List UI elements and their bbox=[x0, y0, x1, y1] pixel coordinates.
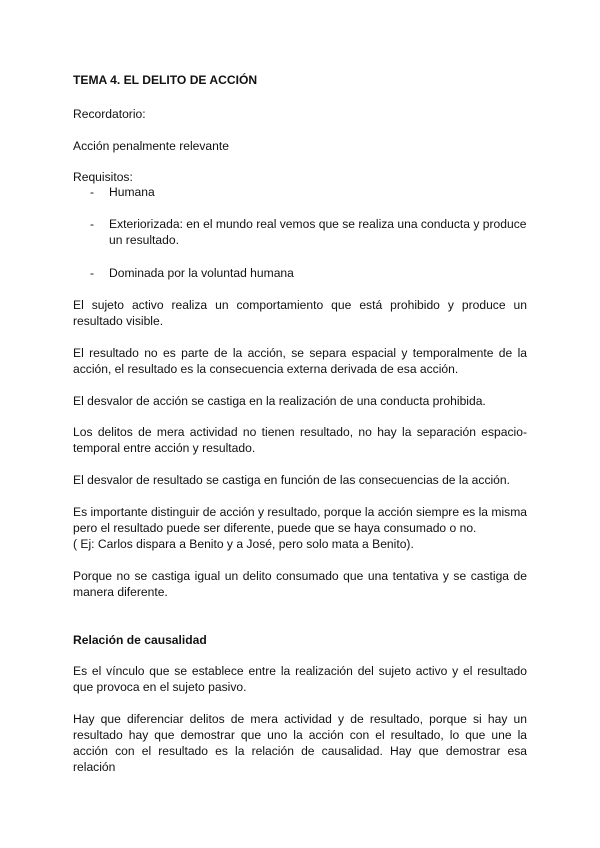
document-title: TEMA 4. EL DELITO DE ACCIÓN bbox=[73, 73, 258, 87]
paragraph: El resultado no es parte de la acción, se separa espacial y temporalmente de la acción, el resultado es la consecuencia externa derivada de esa acción. bbox=[73, 346, 527, 376]
section-title: Relación de causalidad bbox=[73, 633, 207, 647]
paragraph: Los delitos de mera actividad no tienen resultado, no hay la separación espacio-temporal entre acción y resultado. bbox=[73, 425, 527, 455]
paragraph: El desvalor de resultado se castiga en función de las consecuencias de la acción. bbox=[73, 473, 510, 487]
accion-penal-heading: Acción penalmente relevante bbox=[73, 139, 229, 153]
paragraph: Porque no se castiga igual un delito consumado que una tentativa y se castiga de manera diferente. bbox=[73, 569, 527, 599]
recordatorio-label: Recordatorio: bbox=[73, 107, 146, 121]
requisitos-label: Requisitos: bbox=[73, 170, 133, 184]
bullet-dash: - bbox=[90, 185, 95, 199]
paragraph: Hay que diferenciar delitos de mera actividad y de resultado, porque si hay un resultado hay que demostrar que uno la acción con el resultado, lo que une la acción con el resultado es la relación de causalidad. Hay que demostrar esa relación bbox=[73, 712, 527, 774]
requisito-text: Dominada por la voluntad humana bbox=[109, 266, 294, 280]
bullet-dash: - bbox=[90, 217, 95, 231]
paragraph: El sujeto activo realiza un comportamiento que está prohibido y produce un resultado visible. bbox=[73, 298, 527, 328]
example-note: ( Ej: Carlos dispara a Benito y a José, pero solo mata a Benito). bbox=[73, 537, 414, 551]
paragraph: Es importante distinguir de acción y resultado, porque la acción siempre es la misma pero el resultado puede ser diferente, puede que se haya consumado o no. bbox=[73, 505, 527, 535]
requisito-text: Exteriorizada: en el mundo real vemos que se realiza una conducta y produce un resultado. bbox=[109, 217, 527, 247]
requisito-text: Humana bbox=[109, 185, 155, 199]
paragraph: Es el vínculo que se establece entre la realización del sujeto activo y el resultado que provoca en el sujeto pasivo. bbox=[73, 664, 527, 694]
paragraph: El desvalor de acción se castiga en la realización de una conducta prohibida. bbox=[73, 394, 486, 408]
bullet-dash: - bbox=[90, 266, 95, 280]
